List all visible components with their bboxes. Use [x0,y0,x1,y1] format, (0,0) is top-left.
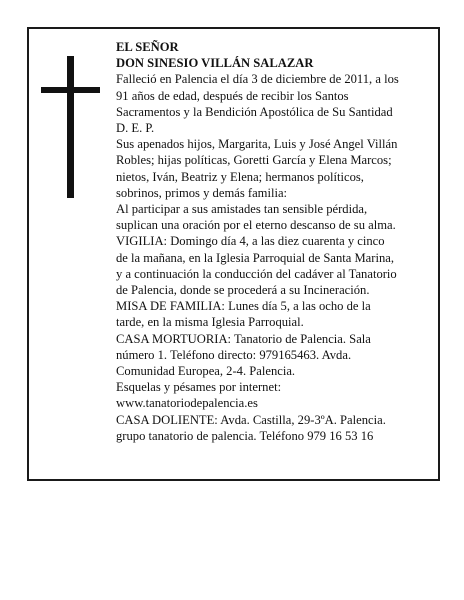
cross-icon [67,56,74,198]
deceased-name: DON SINESIO VILLÁN SALAZAR [116,56,314,71]
notice-line: CASA MORTUORIA: Tanatorio de Palencia. Sala [116,331,371,346]
notice-line: Sus apenados hijos, Margarita, Luis y José Angel Villán [116,137,398,152]
notice-text [116,39,438,444]
notice-line: número 1. Teléfono directo: 979165463. Avda. [116,347,352,362]
notice-line: tarde, en la misma Iglesia Parroquial. [116,315,304,330]
notice-line: de Palencia, donde se procederá a su Incineración. [116,283,370,298]
notice-line: Sacramentos y la Bendición Apostólica de Su Santidad [116,104,393,119]
notice-line: y a continuación la conducción del cadáver al Tanatorio [116,266,397,281]
notice-line: Falleció en Palencia el día 3 de diciembre de 2011, a los [116,72,399,87]
notice-line: Al participar a sus amistades tan sensible pérdida, [116,202,368,217]
notice-line: MISA DE FAMILIA: Lunes día 5, a las ocho de la [116,299,371,314]
notice-line: sobrinos, primos y demás familia: [116,185,288,200]
notice-line: Robles; hijas políticas, Goretti García y Elena Marcos; [116,153,392,168]
notice-line: suplican una oración por el eterno descanso de su alma. [116,218,396,233]
notice-line: de la mañana, en la Iglesia Parroquial de Santa Marina, [116,250,395,265]
notice-line: VIGILIA: Domingo día 4, a las diez cuarenta y cinco [116,234,385,249]
notice-line: 91 años de edad, después de recibir los Santos [116,88,349,103]
obituary-notice [27,27,440,481]
notice-line: CASA DOLIENTE: Avda. Castilla, 29-3ºA. Palencia. [116,412,386,427]
notice-title: EL SEÑOR [116,40,179,54]
notice-line: nietos, Iván, Beatriz y Elena; hermanos políticos, [116,169,364,184]
notice-line: D. E. P. [116,121,155,136]
notice-line: Esquelas y pésames por internet: [116,380,282,395]
cross-icon-bar [41,87,100,93]
website-link[interactable]: www.tanatoriodepalencia.es [116,396,258,411]
notice-line: Comunidad Europea, 2-4. Palencia. [116,364,296,379]
notice-line: grupo tanatorio de palencia. Teléfono 979 16 53 16 [116,428,374,443]
